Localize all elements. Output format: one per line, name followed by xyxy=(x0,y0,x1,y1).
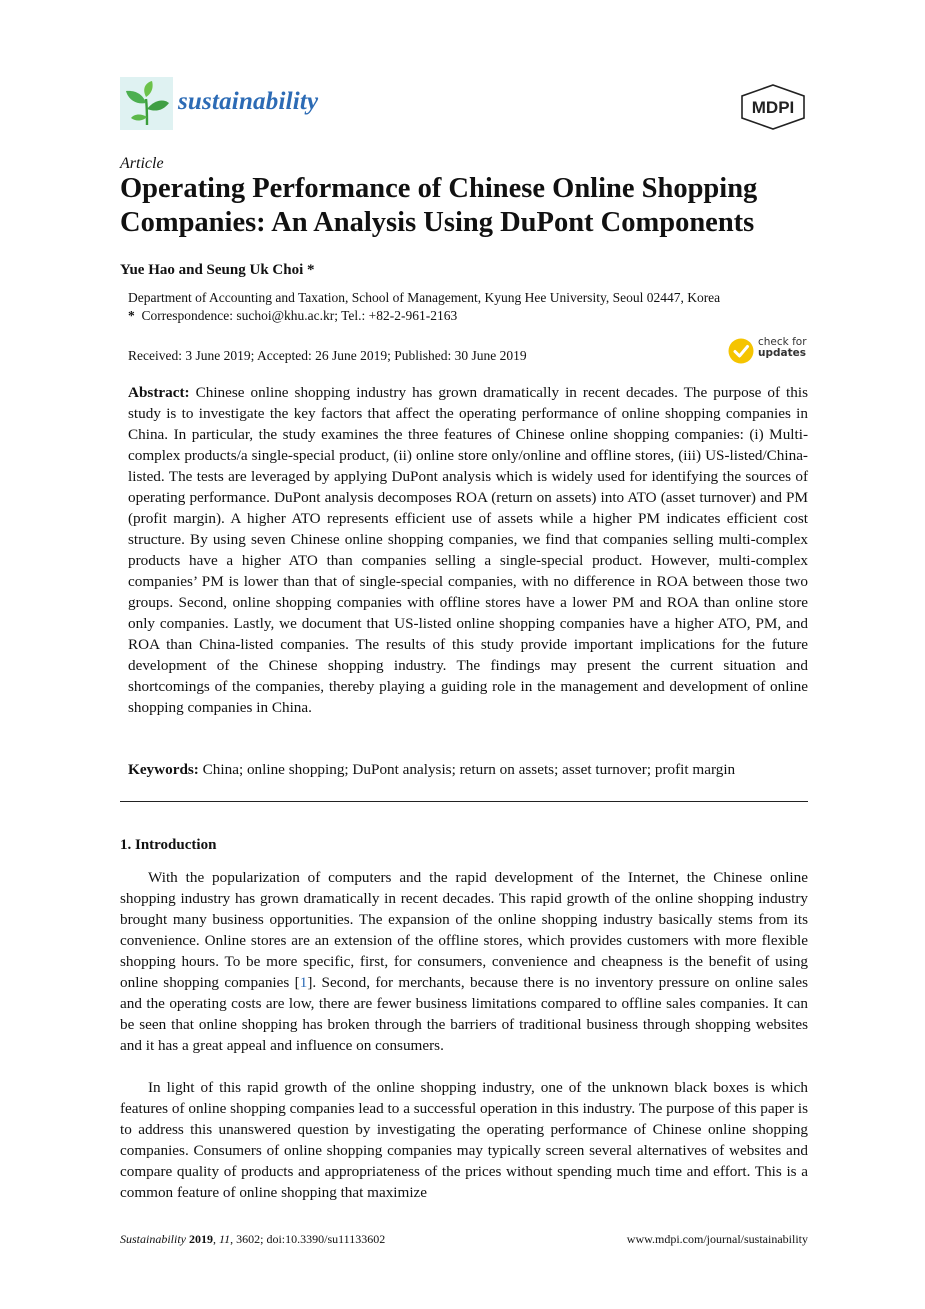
check-updates-text[interactable] xyxy=(758,337,807,359)
sprout-icon xyxy=(120,77,173,130)
keywords xyxy=(128,759,818,780)
footer-year: 2019 xyxy=(189,1232,213,1246)
abstract-text: Chinese online shopping industry has grown dramatically in recent decades. The purpose of this study is to investigate the key factors that affect the operating performance of online shopping companies in China. In particular, the study examines the three features of Chinese online shopping companies: (i) Multi-complex products/a single-special product, (ii) online store only/online and offline stores, (iii) US-listed/China-listed. The tests are leveraged by applying DuPont analysis which is widely used for identifying the sources of operating performance. DuPont analysis decomposes ROA (return on assets) into ATO (asset turnover) and PM (profit margin). A higher ATO represents efficient use of assets while a higher PM indicates efficient cost structure. By using seven Chinese online shopping companies, we find that companies selling multi-complex products have a higher ATO than companies selling a single-special product. However, multi-complex companies’ PM is lower than that of single-special companies, with no difference in ROA between those two groups. Second, online shopping companies with offline stores have a lower PM and ROA than online store only companies. Lastly, we document that US-listed online shopping companies have a higher ATO, PM, and ROA than China-listed companies. The results of this study provide important implications for the future development of the Chinese shopping industry. The findings may present the current situation and shortcomings of the companies, thereby playing a guiding role in the management and development of online shopping companies in China. xyxy=(128,384,808,716)
check-updates-line2: updates xyxy=(758,347,806,359)
keywords-text: China; online shopping; DuPont analysis; return on assets; asset turnover; profit margin xyxy=(202,761,736,778)
correspondence-text[interactable]: Correspondence: suchoi@khu.ac.kr; Tel.: +82-2-961-2163 xyxy=(141,308,458,323)
check-updates-line1: check for xyxy=(758,336,807,348)
intro-p1-part2: ]. Second, for merchants, because there is no inventory pressure on online sales and the operating costs are low, there are fewer business limitations compared to offline sales companies. It can be seen that online shopping has broken through the barriers of traditional business through shopping websites and it has a great appeal and influence on consumers. xyxy=(120,974,808,1054)
footer-journal: Sustainability xyxy=(120,1232,186,1246)
correspondence xyxy=(128,308,457,324)
mdpi-logo[interactable] xyxy=(738,84,808,130)
footer-citation: Sustainability 2019, 11, 3602; doi:10.3390/su11133602 xyxy=(120,1232,386,1246)
abstract-label: Abstract: xyxy=(128,384,190,401)
citation-link[interactable]: 1 xyxy=(299,974,308,991)
article-type: Article xyxy=(120,155,164,172)
intro-p1-part1: With the popularization of computers and the rapid development of the Internet, the Chinese online shopping industry has grown dramatically in recent decades. This rapid growth of the online shopping industry brought many business opportunities. The expansion of the online shopping industry basically stems from its convenience. Online stores are an extension of the offline stores, which provides customers with more flexible shopping hours. To be more specific, first, for consumers, convenience and cheapness is the benefit of using online shopping companies [ xyxy=(120,869,808,991)
footer-volume: 11 xyxy=(219,1232,231,1246)
intro-paragraph-2: In light of this rapid growth of the online shopping industry, one of the unknown black boxes is which features of online shopping companies lead to a successful operation in this industry. The purpose of this paper is to address this unanswered question by investigating the operating performance of Chinese online shopping companies. Consumers of online shopping companies may typically screen several alternatives of websites and compare quality of products and appropriateness of the prices without spending much time and effort. This is a common feature of online shopping that maximize xyxy=(120,1079,808,1201)
footer-doi: , 3602; doi:10.3390/su11133602 xyxy=(230,1232,386,1246)
journal-name[interactable]: sustainability xyxy=(178,88,319,115)
section-divider xyxy=(120,801,808,802)
keywords-label: Keywords: xyxy=(128,761,199,778)
article-title: Operating Performance of Chinese Online Shopping Companies: An Analysis Using DuPont Components xyxy=(120,173,758,238)
affiliation: Department of Accounting and Taxation, School of Management, Kyung Hee University, Seoul 02447, Korea xyxy=(128,290,721,305)
publication-dates: Received: 3 June 2019; Accepted: 26 June 2019; Published: 30 June 2019 xyxy=(128,348,527,363)
author-list: Yue Hao and Seung Uk Choi * xyxy=(120,262,315,278)
intro-paragraph-1 xyxy=(120,867,808,1056)
mdpi-logo-text: MDPI xyxy=(751,98,795,117)
check-updates-icon xyxy=(727,337,755,365)
journal-logo xyxy=(120,77,173,130)
correspondence-marker: * xyxy=(128,308,135,323)
footer-url[interactable]: www.mdpi.com/journal/sustainability xyxy=(626,1232,808,1246)
abstract xyxy=(128,382,808,718)
section-heading-introduction: 1. Introduction xyxy=(120,837,217,853)
